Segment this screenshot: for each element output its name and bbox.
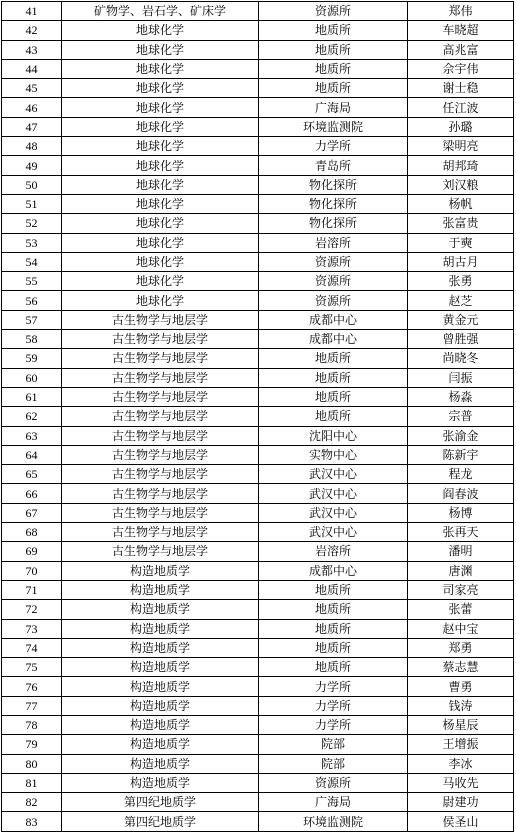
discipline-cell: 地球化学: [62, 175, 259, 194]
row-number-cell: 82: [2, 793, 62, 812]
person-name-cell: 马收先: [408, 773, 514, 792]
person-name-cell: 郑伟: [408, 2, 514, 21]
discipline-cell: 古生物学与地层学: [62, 426, 259, 445]
row-number-cell: 83: [2, 812, 62, 831]
person-name-cell: 尉建功: [408, 793, 514, 812]
table-row: [2, 272, 514, 291]
row-number-cell: 51: [2, 194, 62, 213]
discipline-cell: 地球化学: [62, 98, 259, 117]
institution-cell: 物化探所: [259, 214, 408, 233]
discipline-cell: 地球化学: [62, 59, 259, 78]
institution-cell: 地质所: [259, 638, 408, 657]
person-name-cell: 佘宇伟: [408, 59, 514, 78]
discipline-cell: 构造地质学: [62, 638, 259, 657]
table-row: [2, 561, 514, 580]
row-number-cell: 50: [2, 175, 62, 194]
discipline-cell: 古生物学与地层学: [62, 503, 259, 522]
person-name-cell: 唐渊: [408, 561, 514, 580]
table-row: [2, 368, 514, 387]
person-name-cell: 杨博: [408, 503, 514, 522]
table-row: [2, 600, 514, 619]
table-row: [2, 677, 514, 696]
row-number-cell: 53: [2, 233, 62, 252]
person-name-cell: 王增振: [408, 735, 514, 754]
table-row: [2, 542, 514, 561]
person-name-cell: 赵芝: [408, 291, 514, 310]
discipline-cell: 古生物学与地层学: [62, 310, 259, 329]
institution-cell: 环境监测院: [259, 812, 408, 831]
institution-cell: 地质所: [259, 40, 408, 59]
person-name-cell: 宗普: [408, 407, 514, 426]
row-number-cell: 65: [2, 465, 62, 484]
row-number-cell: 48: [2, 137, 62, 156]
discipline-cell: 构造地质学: [62, 696, 259, 715]
row-number-cell: 41: [2, 2, 62, 21]
institution-cell: 青岛所: [259, 156, 408, 175]
row-number-cell: 45: [2, 79, 62, 98]
discipline-cell: 第四纪地质学: [62, 812, 259, 831]
table-row: [2, 233, 514, 252]
discipline-cell: 地球化学: [62, 40, 259, 59]
discipline-cell: 古生物学与地层学: [62, 445, 259, 464]
person-name-cell: 潘明: [408, 542, 514, 561]
person-name-cell: 张蕾: [408, 600, 514, 619]
roster-table-body: [2, 2, 514, 832]
table-row: [2, 465, 514, 484]
table-row: [2, 445, 514, 464]
institution-cell: 资源所: [259, 272, 408, 291]
discipline-cell: 古生物学与地层学: [62, 330, 259, 349]
discipline-cell: 地球化学: [62, 137, 259, 156]
row-number-cell: 72: [2, 600, 62, 619]
table-row: [2, 619, 514, 638]
institution-cell: 物化探所: [259, 194, 408, 213]
institution-cell: 实物中心: [259, 445, 408, 464]
table-row: [2, 638, 514, 657]
person-name-cell: 梁明亮: [408, 137, 514, 156]
discipline-cell: 地球化学: [62, 79, 259, 98]
person-name-cell: 胡古月: [408, 252, 514, 271]
discipline-cell: 矿物学、岩石学、矿床学: [62, 2, 259, 21]
discipline-cell: 构造地质学: [62, 619, 259, 638]
table-row: [2, 252, 514, 271]
table-row: [2, 735, 514, 754]
discipline-cell: 地球化学: [62, 291, 259, 310]
institution-cell: 院部: [259, 735, 408, 754]
discipline-cell: 地球化学: [62, 272, 259, 291]
table-row: [2, 79, 514, 98]
row-number-cell: 69: [2, 542, 62, 561]
institution-cell: 广海局: [259, 793, 408, 812]
discipline-cell: 古生物学与地层学: [62, 387, 259, 406]
row-number-cell: 55: [2, 272, 62, 291]
institution-cell: 岩溶所: [259, 542, 408, 561]
row-number-cell: 71: [2, 580, 62, 599]
table-row: [2, 2, 514, 21]
discipline-cell: 构造地质学: [62, 677, 259, 696]
row-number-cell: 52: [2, 214, 62, 233]
row-number-cell: 54: [2, 252, 62, 271]
person-name-cell: 司家亮: [408, 580, 514, 599]
institution-cell: 环境监测院: [259, 117, 408, 136]
person-name-cell: 阎春波: [408, 484, 514, 503]
table-row: [2, 194, 514, 213]
institution-cell: 武汉中心: [259, 465, 408, 484]
institution-cell: 地质所: [259, 21, 408, 40]
row-number-cell: 79: [2, 735, 62, 754]
row-number-cell: 43: [2, 40, 62, 59]
person-name-cell: 胡邦琦: [408, 156, 514, 175]
person-name-cell: 闫振: [408, 368, 514, 387]
person-name-cell: 黄金元: [408, 310, 514, 329]
row-number-cell: 63: [2, 426, 62, 445]
table-row: [2, 137, 514, 156]
person-name-cell: 杨星辰: [408, 715, 514, 734]
row-number-cell: 70: [2, 561, 62, 580]
row-number-cell: 62: [2, 407, 62, 426]
institution-cell: 地质所: [259, 368, 408, 387]
discipline-cell: 地球化学: [62, 252, 259, 271]
institution-cell: 成都中心: [259, 330, 408, 349]
institution-cell: 地质所: [259, 407, 408, 426]
discipline-cell: 地球化学: [62, 21, 259, 40]
person-name-cell: 杨淼: [408, 387, 514, 406]
person-name-cell: 张渝金: [408, 426, 514, 445]
discipline-cell: 古生物学与地层学: [62, 368, 259, 387]
roster-table: [1, 1, 514, 832]
row-number-cell: 68: [2, 523, 62, 542]
institution-cell: 成都中心: [259, 561, 408, 580]
person-name-cell: 于奭: [408, 233, 514, 252]
institution-cell: 力学所: [259, 137, 408, 156]
person-name-cell: 张再天: [408, 523, 514, 542]
person-name-cell: 谢士稳: [408, 79, 514, 98]
institution-cell: 力学所: [259, 677, 408, 696]
table-row: [2, 330, 514, 349]
institution-cell: 资源所: [259, 773, 408, 792]
person-name-cell: 尚晓冬: [408, 349, 514, 368]
table-row: [2, 40, 514, 59]
discipline-cell: 地球化学: [62, 117, 259, 136]
institution-cell: 武汉中心: [259, 503, 408, 522]
row-number-cell: 78: [2, 715, 62, 734]
table-row: [2, 21, 514, 40]
row-number-cell: 67: [2, 503, 62, 522]
row-number-cell: 44: [2, 59, 62, 78]
institution-cell: 地质所: [259, 580, 408, 599]
institution-cell: 地质所: [259, 79, 408, 98]
person-name-cell: 钱涛: [408, 696, 514, 715]
person-name-cell: 张勇: [408, 272, 514, 291]
table-row: [2, 156, 514, 175]
institution-cell: 资源所: [259, 291, 408, 310]
person-name-cell: 陈新宇: [408, 445, 514, 464]
discipline-cell: 古生物学与地层学: [62, 523, 259, 542]
table-row: [2, 291, 514, 310]
table-row: [2, 407, 514, 426]
table-row: [2, 658, 514, 677]
discipline-cell: 地球化学: [62, 194, 259, 213]
institution-cell: 院部: [259, 754, 408, 773]
row-number-cell: 76: [2, 677, 62, 696]
person-name-cell: 侯圣山: [408, 812, 514, 831]
person-name-cell: 高兆富: [408, 40, 514, 59]
discipline-cell: 古生物学与地层学: [62, 542, 259, 561]
discipline-cell: 古生物学与地层学: [62, 465, 259, 484]
institution-cell: 地质所: [259, 59, 408, 78]
discipline-cell: 地球化学: [62, 156, 259, 175]
row-number-cell: 66: [2, 484, 62, 503]
discipline-cell: 构造地质学: [62, 773, 259, 792]
institution-cell: 力学所: [259, 696, 408, 715]
person-name-cell: 曾胜强: [408, 330, 514, 349]
person-name-cell: 李冰: [408, 754, 514, 773]
row-number-cell: 42: [2, 21, 62, 40]
row-number-cell: 74: [2, 638, 62, 657]
discipline-cell: 第四纪地质学: [62, 793, 259, 812]
person-name-cell: 蔡志慧: [408, 658, 514, 677]
row-number-cell: 49: [2, 156, 62, 175]
institution-cell: 武汉中心: [259, 523, 408, 542]
row-number-cell: 77: [2, 696, 62, 715]
person-name-cell: 刘汉粮: [408, 175, 514, 194]
institution-cell: 资源所: [259, 252, 408, 271]
table-row: [2, 349, 514, 368]
row-number-cell: 75: [2, 658, 62, 677]
discipline-cell: 构造地质学: [62, 658, 259, 677]
row-number-cell: 81: [2, 773, 62, 792]
row-number-cell: 46: [2, 98, 62, 117]
person-name-cell: 郑勇: [408, 638, 514, 657]
institution-cell: 地质所: [259, 619, 408, 638]
person-name-cell: 孙璐: [408, 117, 514, 136]
table-row: [2, 503, 514, 522]
institution-cell: 物化探所: [259, 175, 408, 194]
row-number-cell: 73: [2, 619, 62, 638]
discipline-cell: 构造地质学: [62, 715, 259, 734]
row-number-cell: 61: [2, 387, 62, 406]
discipline-cell: 构造地质学: [62, 561, 259, 580]
table-row: [2, 580, 514, 599]
discipline-cell: 地球化学: [62, 214, 259, 233]
row-number-cell: 58: [2, 330, 62, 349]
institution-cell: 广海局: [259, 98, 408, 117]
discipline-cell: 古生物学与地层学: [62, 349, 259, 368]
person-name-cell: 程龙: [408, 465, 514, 484]
institution-cell: 岩溶所: [259, 233, 408, 252]
row-number-cell: 47: [2, 117, 62, 136]
table-row: [2, 426, 514, 445]
person-name-cell: 杨帆: [408, 194, 514, 213]
discipline-cell: 古生物学与地层学: [62, 484, 259, 503]
institution-cell: 地质所: [259, 387, 408, 406]
discipline-cell: 古生物学与地层学: [62, 407, 259, 426]
table-row: [2, 793, 514, 812]
row-number-cell: 80: [2, 754, 62, 773]
institution-cell: 武汉中心: [259, 484, 408, 503]
discipline-cell: 构造地质学: [62, 580, 259, 599]
row-number-cell: 56: [2, 291, 62, 310]
row-number-cell: 57: [2, 310, 62, 329]
institution-cell: 成都中心: [259, 310, 408, 329]
institution-cell: 资源所: [259, 2, 408, 21]
table-row: [2, 754, 514, 773]
row-number-cell: 60: [2, 368, 62, 387]
institution-cell: 沈阳中心: [259, 426, 408, 445]
person-name-cell: 赵中宝: [408, 619, 514, 638]
person-name-cell: 任江波: [408, 98, 514, 117]
table-row: [2, 773, 514, 792]
table-row: [2, 387, 514, 406]
institution-cell: 地质所: [259, 658, 408, 677]
table-row: [2, 523, 514, 542]
discipline-cell: 构造地质学: [62, 735, 259, 754]
person-name-cell: 张富贵: [408, 214, 514, 233]
table-row: [2, 175, 514, 194]
row-number-cell: 64: [2, 445, 62, 464]
table-row: [2, 310, 514, 329]
discipline-cell: 构造地质学: [62, 754, 259, 773]
institution-cell: 地质所: [259, 600, 408, 619]
row-number-cell: 59: [2, 349, 62, 368]
discipline-cell: 构造地质学: [62, 600, 259, 619]
institution-cell: 地质所: [259, 349, 408, 368]
person-name-cell: 车晓超: [408, 21, 514, 40]
discipline-cell: 地球化学: [62, 233, 259, 252]
table-row: [2, 214, 514, 233]
table-row: [2, 715, 514, 734]
table-row: [2, 98, 514, 117]
institution-cell: 力学所: [259, 715, 408, 734]
table-row: [2, 812, 514, 831]
table-row: [2, 696, 514, 715]
person-name-cell: 曹勇: [408, 677, 514, 696]
table-row: [2, 117, 514, 136]
table-row: [2, 484, 514, 503]
table-row: [2, 59, 514, 78]
